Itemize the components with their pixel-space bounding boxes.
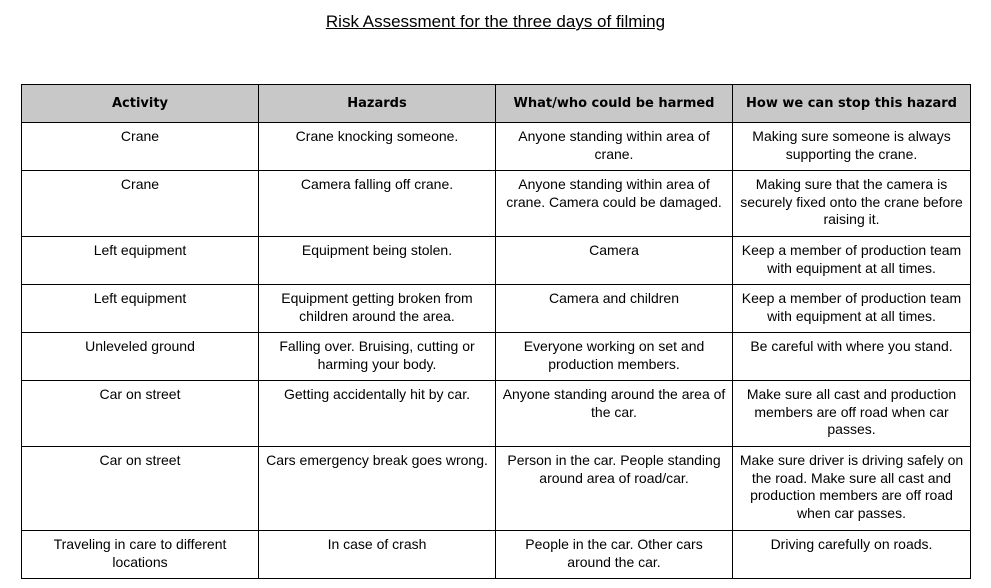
cell-hazard: Crane knocking someone. xyxy=(259,123,496,171)
table-row xyxy=(22,123,971,171)
table-row xyxy=(22,447,971,531)
cell-prevention: Keep a member of production team with equipment at all times. xyxy=(733,285,971,333)
table-row xyxy=(22,531,971,579)
cell-activity: Car on street xyxy=(22,447,259,531)
cell-harmed: Anyone standing within area of crane. xyxy=(496,123,733,171)
cell-prevention: Make sure all cast and production members are off road when car passes. xyxy=(733,381,971,447)
cell-prevention: Making sure someone is always supporting the crane. xyxy=(733,123,971,171)
cell-prevention: Driving carefully on roads. xyxy=(733,531,971,579)
cell-hazard: Camera falling off crane. xyxy=(259,171,496,237)
cell-harmed: Anyone standing around the area of the car. xyxy=(496,381,733,447)
cell-hazard: Equipment getting broken from children around the area. xyxy=(259,285,496,333)
cell-hazard: Equipment being stolen. xyxy=(259,237,496,285)
cell-activity: Traveling in care to different locations xyxy=(22,531,259,579)
cell-activity: Car on street xyxy=(22,381,259,447)
cell-activity: Crane xyxy=(22,123,259,171)
cell-prevention: Making sure that the camera is securely fixed onto the crane before raising it. xyxy=(733,171,971,237)
table-row xyxy=(22,171,971,237)
cell-activity: Left equipment xyxy=(22,237,259,285)
table-row xyxy=(22,333,971,381)
cell-activity: Crane xyxy=(22,171,259,237)
cell-hazard: Getting accidentally hit by car. xyxy=(259,381,496,447)
cell-prevention: Keep a member of production team with equipment at all times. xyxy=(733,237,971,285)
header-hazards: Hazards xyxy=(259,85,496,123)
table-row xyxy=(22,237,971,285)
cell-prevention: Be careful with where you stand. xyxy=(733,333,971,381)
cell-prevention: Make sure driver is driving safely on the road. Make sure all cast and production members are off road when car passes. xyxy=(733,447,971,531)
table-row xyxy=(22,285,971,333)
table-row xyxy=(22,381,971,447)
header-row xyxy=(22,85,971,123)
cell-harmed: People in the car. Other cars around the car. xyxy=(496,531,733,579)
cell-harmed: Person in the car. People standing around area of road/car. xyxy=(496,447,733,531)
cell-hazard: Cars emergency break goes wrong. xyxy=(259,447,496,531)
cell-harmed: Anyone standing within area of crane. Camera could be damaged. xyxy=(496,171,733,237)
cell-harmed: Everyone working on set and production members. xyxy=(496,333,733,381)
cell-harmed: Camera and children xyxy=(496,285,733,333)
header-prevention: How we can stop this hazard xyxy=(733,85,971,123)
cell-activity: Unleveled ground xyxy=(22,333,259,381)
cell-hazard: In case of crash xyxy=(259,531,496,579)
cell-hazard: Falling over. Bruising, cutting or harming your body. xyxy=(259,333,496,381)
header-activity: Activity xyxy=(22,85,259,123)
cell-harmed: Camera xyxy=(496,237,733,285)
risk-assessment-table xyxy=(21,84,971,579)
page-title: Risk Assessment for the three days of filming xyxy=(325,12,666,31)
header-who-harmed: What/who could be harmed xyxy=(496,85,733,123)
cell-activity: Left equipment xyxy=(22,285,259,333)
